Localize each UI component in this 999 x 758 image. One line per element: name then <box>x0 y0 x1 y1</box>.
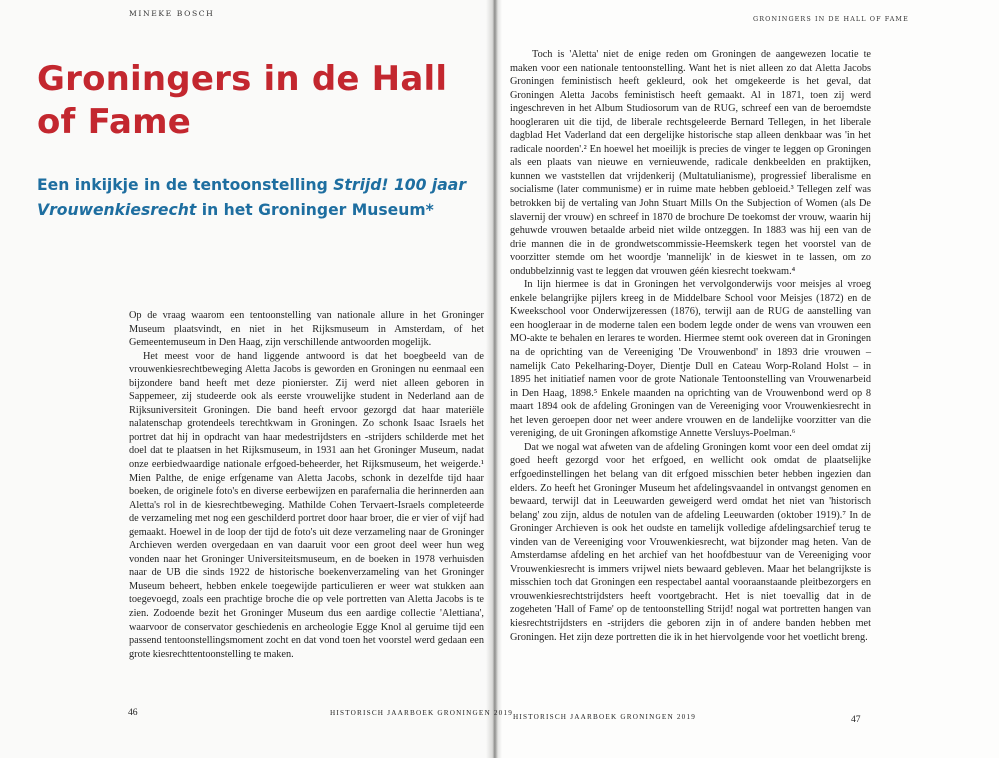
article-subtitle: Een inkijkje in de tentoonstelling Strijd! 100 jaar Vrouwenkiesrecht in het Groninger Museum* <box>37 176 467 219</box>
paragraph: In lijn hiermee is dat in Groningen het vervolgonderwijs voor meisjes al vroeg enkele belangrijke pijlers kreeg in de Middelbare School voor Meisjes (1872) en de Kweekschool voor Onderwijzeressen (1876), terwijl aan de RUG de aanstelling van een hoogleraar in de moderne talen een bodem legde onder de wens van vrouwen een MO-akte te behalen en lerares te worden. Hiermee stemt ook overeen dat in Groningen na de oprichting van de Vereeniging 'De Vrouwenbond' in 1893 drie vrouwen – namelijk Cato Pekelharing-Doyer, Dientje Dull en Cateau Worp-Roland Holst – in 1895 het initiatief namen voor de grote Nationale Tentoonstelling van Vrouwenarbeid in Den Haag, 1898.⁵ Enkele maanden na oprichting van de Vrouwenbond werd op 8 maart 1894 ook de afdeling Groningen van de Vereeniging voor Vrouwenkiesrecht in het leven geroepen door net weer andere vrouwen en de landelijke voorzitter van die vereniging, de uit Groningen afkomstige Annette Versluys-Poelman.⁶ <box>510 279 871 440</box>
paragraph: Het meest voor de hand liggende antwoord is dat het boegbeeld van de vrouwenkiesrechtbeweging Aletta Jacobs is geworden en Groningen nu eenmaal een bijzondere band heeft met deze pionierster. Zij werd niet alleen geboren in Sappemeer, zij studeerde ook als eerste vrouwelijke student in Nederland aan de Rijksuniversiteit Groningen. Die band heeft ervoor gezorgd dat haar materiële nalatenschap grotendeels terechtkwam in Groningen. Zo schonk Isaac Israels het portret dat hij in opdracht van haar medestrijdsters en -strijders schilderde met het doel dat te plaatsen in het Rijksmuseum, in 1931 aan het Groninger Museum, nadat onze eerbiedwaardige nationale erfgoed-beheerder, het Rijksmuseum, het weigerde.¹ Mien Palthe, de enige erfgename van Aletta Jacobs, schonk in dezelfde tijd haar boeken, de originele foto's en diverse eerbewijzen en parafernalia die herinnerden aan Aletta's rol in de kiesrechtbeweging. Mathilde Cohen Tervaert-Israels completeerde de verzameling met nog een geschilderd portret door haar broer, die er vier of vijf had gemaakt. Hoewel in de loop der tijd de foto's uit deze verzameling naar de Groninger Archieven werden overgedaan en van daaruit voor een groot deel weer hun weg vonden naar het Groninger Universiteitsmuseum, en de boeken in 1978 verhuisden naar de UB die sinds 1922 de historische boekenverzameling van het Groninger Museum beheert, hebben enkele toegewijde particulieren er weer wat stukken aan toegevoegd, zoals een prachtige broche die op vele portretten van Aletta Jacobs is te zien. Zodoende bezit het Groninger Museum dus een aardige collectie 'Alettiana', waarvoor de conservator geschiedenis en archeologie Egge Knol al geruime tijd een passend tentoonstellingsmoment zocht en dat vond toen het voorstel werd gedaan een grote kiesrechttentoonstelling te maken. <box>129 350 484 660</box>
paragraph: Toch is 'Aletta' niet de enige reden om Groningen de aangewezen locatie te maken voor een nationale tentoonstelling. Want het is niet alleen zo dat Aletta Jacobs Groningen feministisch heeft gekleurd, ook het omgekeerde is het geval, dat Groningen Aletta Jacobs feministisch heeft gemaakt. Al in 1871, toen zij werd ingeschreven in het Album Studiosorum van de RUG, schreef een van de beroemdste hoogleraren uit die tijd, de liberale rechtsgeleerde Bernard Tellegen, in het liberale dagblad Het Vaderland dat een dergelijke historische stap alleen denkbaar was 'in het radicale noorden'.² En hoewel het moeilijk is precies de vinger te leggen op Groningen als een plaats van nieuwe en vernieuwende, radicale denkbeelden en praktijken, kunnen we vaststellen dat vrijdenkerij (Multatulianisme), progressief liberalisme en socialisme (later communisme) er in ruime mate hebben gebloeid.³ Tellegen zelf was betrokken bij de vertaling van John Stuart Mills On the Subjection of Women (als De slavernij der vrouw) en schreef in 1870 de brochure De toekomst der vrouw, waarin hij gehuwde vrouwen betaalde arbeid niet wilde ontzeggen. In 1883 was hij een van de drie mannen die in de grondwetscommissie-Heemskerk tegen het voorstel van de voorzitter stemde om het woordje 'mannelijk' in de kieswet in te lassen, om zo ondubbelzinnig vast te leggen dat vrouwen géén kiesrecht toekwam.⁴ <box>510 49 871 277</box>
article-title: Groningers in de Hall of Fame <box>37 59 448 142</box>
right-body-text <box>510 48 871 644</box>
paragraph: Op de vraag waarom een tentoonstelling van nationale allure in het Groninger Museum plaatsvindt, en niet in het Rijksmuseum in Amsterdam, of het Gemeentemuseum in Den Haag, zijn verschillende antwoorden mogelijk. <box>129 310 484 349</box>
page-number-right: 47 <box>851 714 861 725</box>
running-head-title: GRONINGERS IN DE HALL OF FAME <box>753 15 909 23</box>
book-gutter <box>486 0 502 758</box>
running-head-author: MINEKE BOSCH <box>129 9 215 18</box>
footer-journal-right: HISTORISCH JAARBOEK GRONINGEN 2019 <box>513 713 697 721</box>
footer-journal-left: HISTORISCH JAARBOEK GRONINGEN 2019 <box>330 709 514 717</box>
page-number-left: 46 <box>128 707 138 718</box>
left-body-text <box>129 309 484 661</box>
paragraph: Dat we nogal wat afweten van de afdeling Groningen komt voor een deel omdat zij goed heeft gezorgd voor het erfgoed, en wellicht ook omdat de plaatselijke erfgoedinstellingen het belang van dit erfgoed misschien beter hebben ingezien dan elders. Zo heeft het Groninger Museum het afdelingsvaandel in ontvangst genomen en bewaard, terwijl dat in Leeuwarden geweigerd werd omdat het niet van 'historisch belang' zou zijn, aldus de notulen van de afdeling Leeuwarden (oktober 1919).⁷ In de Groninger Archieven is ook het oudste en tamelijk volledige afdelingsarchief terug te vinden van de Vereeniging voor Vrouwenkiesrecht, wat bijzonder mag heten. Van de Amsterdamse afdeling en het archief van het hoofdbestuur van de Vereeniging voor Vrouwenkiesrecht is immers vrijwel niets bewaard gebleven. Maar het belangrijkste is misschien toch dat Groningen een respectabel aantal vooraanstaande pleitbezorgers en vrouwenkiesrechtstrijdsters heeft voortgebracht. Het is niet toevallig dat in de zogeheten 'Hall of Fame' op de tentoonstelling Strijd! nogal wat portretten hangen van kiesrechtstrijdsters en -strijders die geboren zijn in of andere banden hebben met Groningen. Het zijn deze portretten die ik in het hiervolgende voor het voetlicht breng. <box>510 441 871 643</box>
